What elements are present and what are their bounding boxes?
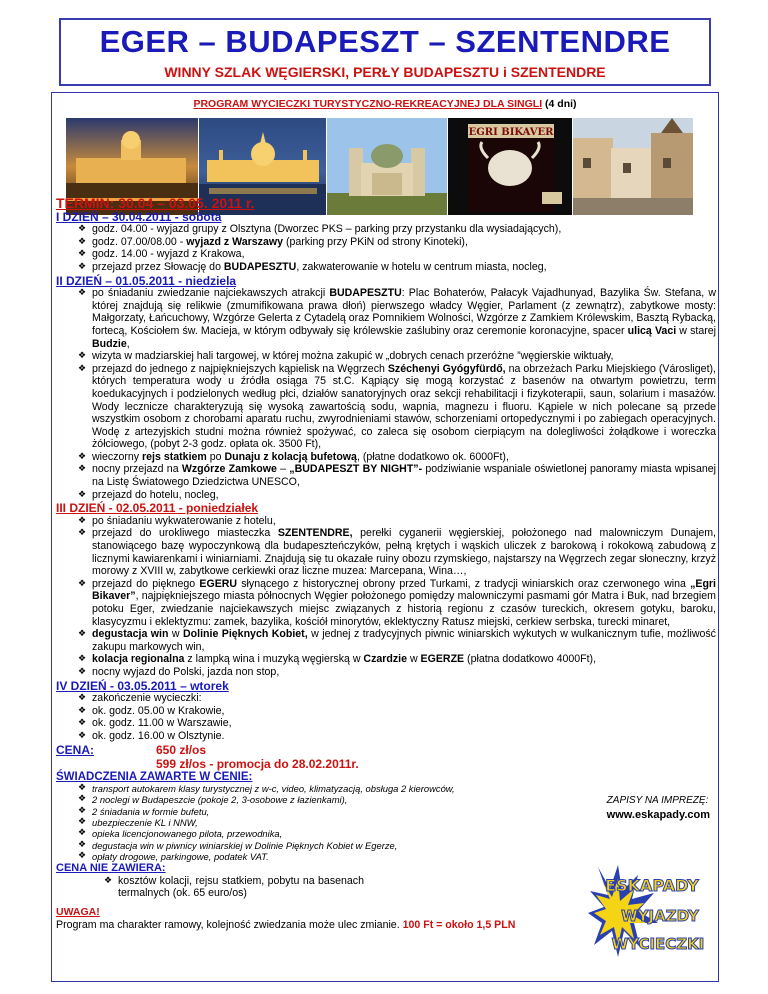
list-item: ❖ ok. godz. 11.00 w Warszawie,: [78, 717, 716, 730]
list-item: ❖ 2 noclegi w Budapeszcie (pokoje 2, 3-osobowe z łazienkami),: [78, 794, 716, 805]
list-item: ❖ ok. godz. 16.00 w Olsztynie.: [78, 730, 716, 743]
excluded-title: CENA NIE ZAWIERA:: [56, 862, 166, 875]
note-title: UWAGA!: [56, 905, 100, 918]
note-text: Program ma charakter ramowy, kolejność zwiedzania może ulec zmianie.: [56, 918, 400, 931]
list-item: ❖ przejazd do pięknego EGERU słynącego z historycznej obrony przed Turkami, z tradycji winiarskich oraz czerwonego wina „Egri Bikaver”, najpiękniejszego miasta północnych Węgier położonego pomiędzy malowniczymi pasmami gór Matra i Buk, nad brzegiem potoku Eger, zwiedzanie najciekawszych miejsc związanych z historią regionu z czasów tureckich, okresem gotyku, baroku, klasycyzmu i eklektyzmu: zamek, bazylika, kościół minorytów, eklektyczny Ratusz miejski, cerkiew serbska, turecki minaret,: [78, 578, 716, 628]
list-item: ❖ opieka licencjonowanego pilota, przewodnika,: [78, 828, 716, 839]
termin: TERMIN: 30.04 – 03.05. 2011 r.: [56, 195, 255, 211]
price-promo-row: [56, 757, 716, 771]
excluded-list: [104, 875, 364, 900]
list-item: ❖ ubezpieczenie KL i NNW,: [78, 817, 716, 828]
title-box: [59, 18, 711, 86]
list-item: ❖ przejazd do jednego z najpiękniejszych kąpielisk na Węgrzech Széchenyi Gyógyfürdő, na obrzeżach Parku Miejskiego (Városliget), których temperatura wody u źródła osiąga 75 st.C. Kąpiący się mogą korzystać z basenów na otwartym powietrzu, term koedukacyjnych i podzielonych według płci, działów sanatoryjnych oraz sekcji rehabilitacji i fizykoterapii, saun, solarium i masażów. Wody lecznicze charakteryzują się wysoką zawartością sodu, wapnia, magnezu i fluoru. Kąpiele w nich polecane są przede wszystkim osobom z chorobami aparatu ruchu, zwyrodnieniami stawów, schorzeniami ortopedycznymi i po zabiegach operacyjnych. Wodę z artezyjskich studni można również spożywać, co zaleca się osobom cierpiącym na dolegliwości żołądkowe i woreczka żółciowego, (pobyt 2-3 godz. opłata ok. 3500 Ft),: [78, 363, 716, 451]
signup-url[interactable]: www.eskapady.com: [606, 809, 710, 822]
day3-list: [78, 515, 716, 679]
page-title: EGER – BUDAPESZT – SZENTENDRE: [99, 24, 671, 59]
list-item: ❖ 2 śniadania w formie bufetu,: [78, 806, 716, 817]
day4-title: IV DZIEŃ - 03.05.2011 – wtorek: [56, 678, 229, 693]
page-subtitle: WINNY SZLAK WĘGIERSKI, PERŁY BUDAPESZTU i SZENTENDRE: [164, 64, 606, 80]
list-item: ❖ po śniadaniu wykwaterowanie z hotelu,: [78, 515, 716, 528]
list-item: ❖ przejazd do hotelu, nocleg,: [78, 489, 716, 502]
list-item: ❖ wieczorny rejs statkiem po Dunaju z kolacją bufetową, (płatne dodatkowo ok. 6000Ft),: [78, 451, 716, 464]
list-item: ❖ przejazd do urokliwego miasteczka SZENTENDRE, perełki cyganerii węgierskiej, położonego nad malowniczym Dunajem, stanowiącego bazę wypoczynkową dla budapeszteńczyków, pełną krętych i wąskich uliczek z barokową i rokokową zabudową z licznymi kawiarenkami i winiarniami. Znajdują się tu okazałe ruiny obozu rzymskiego, najstarszy na Węgrzech zegar słoneczny, krzyż morowy z XVIII w, zabytkowe cerkiewki oraz liczne muzea: Marcepana, Wina…,: [78, 527, 716, 577]
list-item: ❖ opłaty drogowe, parkingowe, podatek VAT.: [78, 851, 716, 862]
signup-info: [607, 795, 710, 822]
price-row: [56, 743, 716, 757]
list-item: ❖ ok. godz. 05.00 w Krakowie,: [78, 705, 716, 718]
day2-list: [78, 287, 716, 501]
list-item: ❖ godz. 04.00 - wyjazd grupy z Olsztyna (Dworzec PKS – parking przy przystanku dla wysiadających),: [78, 223, 716, 236]
signup-label: ZAPISY NA IMPREZĘ:: [606, 794, 709, 806]
program-title: PROGRAM WYCIECZKI TURYSTYCZNO-REKREACYJNEJ DLA SINGLI: [193, 98, 543, 110]
included-section: [56, 771, 716, 863]
day4-list: [78, 692, 716, 742]
list-item: ❖ godz. 07.00/08.00 - wyjazd z Warszawy (parking przy PKiN od strony Kinoteki),: [78, 236, 716, 249]
program-days: (4 dni): [545, 98, 577, 110]
main-content-box: [51, 92, 719, 982]
logo-text-1: ESKAPADY: [605, 876, 699, 895]
list-item: ❖ kosztów kolacji, rejsu statkiem, pobytu na basenach termalnych (ok. 65 euro/os): [104, 875, 364, 900]
list-item: ❖ kolacja regionalna z lampką wina i muzyką węgierską w Czardzie w EGERZE (płatna dodatkowo 4000Ft),: [78, 653, 716, 666]
exchange-rate: 100 Ft = około 1,5 PLN: [402, 918, 516, 931]
list-item: ❖ transport autokarem klasy turystycznej z w-c, video, klimatyzacją, obsługa 2 kierowców,: [78, 783, 716, 794]
included-title: ŚWIADCZENIA ZAWARTE W CENIE:: [56, 770, 253, 783]
list-item: ❖ nocny wyjazd do Polski, jazda non stop,: [78, 666, 716, 679]
program-content: [56, 197, 716, 931]
list-item: ❖ godz. 14.00 - wyjazd z Krakowa,: [78, 248, 716, 261]
price-label: CENA:: [56, 742, 94, 757]
list-item: ❖ przejazd przez Słowację do BUDAPESZTU, zakwaterowanie w hotelu w centrum miasta, nocleg,: [78, 261, 716, 274]
list-item: ❖ degustacja win w piwnicy winiarskiej w Dolinie Pięknych Kobiet w Egerze,: [78, 840, 716, 851]
day2-title: II DZIEŃ – 01.05.2011 - niedziela: [56, 273, 237, 288]
day1-list: [78, 223, 716, 273]
list-item: ❖ wizyta w madziarskiej hali targowej, w której można zakupić w „dobrych cenach przeróżne ”węgierskie wiktuały,: [78, 350, 716, 363]
bottle-label-text: EGRI BIKAVER: [468, 127, 554, 138]
price-promo: 599 zł/os - promocja do 28.02.2011r.: [156, 756, 359, 771]
day1-title: I DZIEŃ – 30.04.2011 - sobota: [56, 209, 222, 224]
program-line: [52, 98, 718, 110]
logo-text-2: WYJAZDY: [621, 907, 699, 925]
logo-text-3: WYCIECZKI: [611, 935, 705, 953]
list-item: ❖ nocny przejazd na Wzgórze Zamkowe – „BUDAPESZT BY NIGHT”- podziwianie wspaniale oświetlonej panoramy miasta wpisanej na Listę Światowego Dziedzictwa UNESCO,: [78, 463, 716, 488]
list-item: ❖ degustacja win w Dolinie Pięknych Kobiet, w jednej z tradycyjnych piwnic winiarskich wykutych w wulkanicznym tufie, możliwość zakupu markowych win,: [78, 628, 716, 653]
list-item: ❖ po śniadaniu zwiedzanie najciekawszych atrakcji BUDAPESZTU: Plac Bohaterów, Pałacyk Vajadhunyad, Bazylika Św. Stefana, w której znajdują się relikwie (zmumifikowana prawa dłoń) pierwszego władcy Węgier, Parlament (z zewnątrz), zabytkowe mosty: Małgorzaty, Łańcuchowy, Wzgórze Gelerta z Cytadelą oraz Pomnikiem Wolności, Wzgórze z Zamkiem Królewskim, Basztą Rybacką, fortecą, Kościołem św. Macieja, w którym odbywały się królewskie zaślubiny oraz ceremonie koronacyjne, spacer ulicą Vaci w starej Budzie,: [78, 287, 716, 350]
list-item: ❖ zakończenie wycieczki:: [78, 692, 716, 705]
eskapady-logo: [588, 861, 714, 977]
day3-title: III DZIEŃ - 02.05.2011 - poniedziałek: [56, 501, 259, 516]
price-regular: 650 zł/os: [156, 742, 207, 757]
